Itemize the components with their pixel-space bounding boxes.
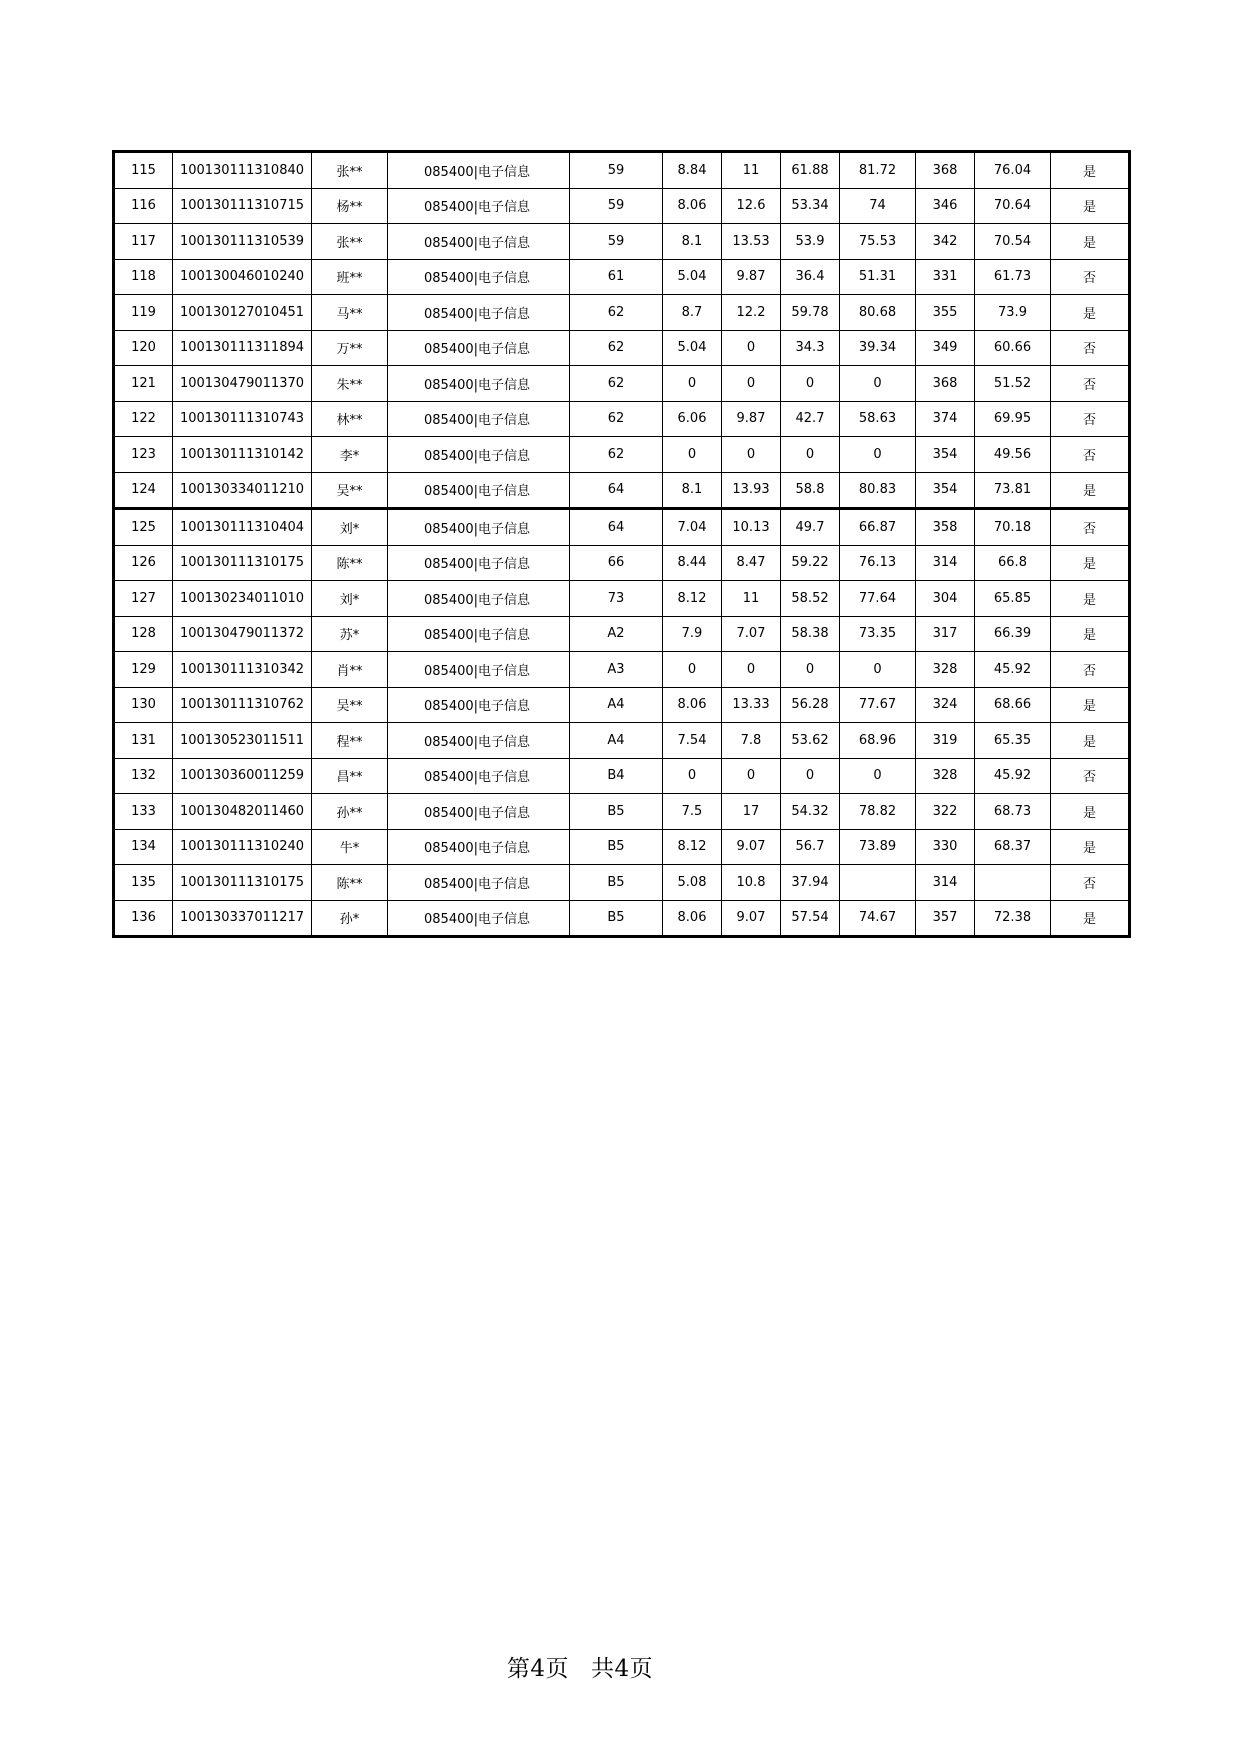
score-b-cell: 13.93 [722, 472, 781, 509]
exam-score-cell: 358 [916, 509, 975, 546]
admitted-flag-cell: 是 [1051, 545, 1130, 581]
admitted-flag-cell: 是 [1051, 829, 1130, 865]
exam-score-cell: 330 [916, 829, 975, 865]
admitted-flag-cell: 是 [1051, 616, 1130, 652]
total-pages-label: 共4页 [591, 1656, 654, 1682]
table-row [114, 794, 1130, 830]
rank-cell: 62 [570, 437, 663, 473]
student-name-cell: 马** [312, 295, 388, 331]
exam-id-cell: 100130111310142 [173, 437, 312, 473]
student-name-cell: 林** [312, 401, 388, 437]
score-a-cell: 7.9 [663, 616, 722, 652]
student-name-cell: 杨** [312, 188, 388, 224]
table-row [114, 616, 1130, 652]
major-cell: 085400|电子信息 [388, 652, 570, 688]
admitted-flag-cell: 是 [1051, 295, 1130, 331]
exam-score-cell: 349 [916, 330, 975, 366]
exam-score-cell: 331 [916, 259, 975, 295]
admitted-flag-cell: 否 [1051, 865, 1130, 901]
major-cell: 085400|电子信息 [388, 865, 570, 901]
score-c-cell: 0 [781, 366, 840, 402]
exam-id-cell: 100130360011259 [173, 758, 312, 794]
table-row [114, 865, 1130, 901]
table-row [114, 259, 1130, 295]
score-a-cell: 7.54 [663, 723, 722, 759]
total-score-cell: 68.37 [975, 829, 1051, 865]
major-cell: 085400|电子信息 [388, 794, 570, 830]
score-c-cell: 58.52 [781, 581, 840, 617]
rank-cell: B5 [570, 865, 663, 901]
admitted-flag-cell: 是 [1051, 224, 1130, 260]
score-a-cell: 6.06 [663, 401, 722, 437]
student-name-cell: 万** [312, 330, 388, 366]
rank-cell: 66 [570, 545, 663, 581]
score-a-cell: 8.06 [663, 687, 722, 723]
admitted-flag-cell: 否 [1051, 652, 1130, 688]
table-row [114, 687, 1130, 723]
exam-id-cell: 100130337011217 [173, 900, 312, 937]
admitted-flag-cell: 是 [1051, 687, 1130, 723]
row-number-cell: 121 [114, 366, 173, 402]
score-c-cell: 37.94 [781, 865, 840, 901]
exam-score-cell: 354 [916, 472, 975, 509]
score-b-cell: 9.87 [722, 401, 781, 437]
admitted-flag-cell: 否 [1051, 401, 1130, 437]
score-b-cell: 8.47 [722, 545, 781, 581]
admitted-flag-cell: 是 [1051, 152, 1130, 189]
score-c-cell: 59.78 [781, 295, 840, 331]
score-b-cell: 12.6 [722, 188, 781, 224]
score-a-cell: 5.08 [663, 865, 722, 901]
score-d-cell: 39.34 [840, 330, 916, 366]
exam-score-cell: 368 [916, 366, 975, 402]
exam-score-cell: 314 [916, 545, 975, 581]
table-row [114, 581, 1130, 617]
table-row [114, 224, 1130, 260]
score-a-cell: 0 [663, 758, 722, 794]
rank-cell: 62 [570, 401, 663, 437]
row-number-cell: 127 [114, 581, 173, 617]
score-d-cell: 0 [840, 437, 916, 473]
rank-cell: 62 [570, 295, 663, 331]
exam-score-cell: 317 [916, 616, 975, 652]
table-row [114, 900, 1130, 937]
major-cell: 085400|电子信息 [388, 188, 570, 224]
exam-score-cell: 328 [916, 758, 975, 794]
exam-id-cell: 100130482011460 [173, 794, 312, 830]
total-score-cell: 65.35 [975, 723, 1051, 759]
major-cell: 085400|电子信息 [388, 330, 570, 366]
admitted-flag-cell: 是 [1051, 723, 1130, 759]
row-number-cell: 117 [114, 224, 173, 260]
exam-score-cell: 322 [916, 794, 975, 830]
exam-score-cell: 355 [916, 295, 975, 331]
admitted-flag-cell: 是 [1051, 581, 1130, 617]
score-a-cell: 8.06 [663, 900, 722, 937]
exam-id-cell: 100130111311894 [173, 330, 312, 366]
major-cell: 085400|电子信息 [388, 295, 570, 331]
rank-cell: 59 [570, 224, 663, 260]
score-b-cell: 7.07 [722, 616, 781, 652]
row-number-cell: 123 [114, 437, 173, 473]
total-score-cell: 68.66 [975, 687, 1051, 723]
exam-score-cell: 324 [916, 687, 975, 723]
exam-id-cell: 100130111310175 [173, 545, 312, 581]
student-name-cell: 苏* [312, 616, 388, 652]
exam-score-cell: 319 [916, 723, 975, 759]
score-a-cell: 8.1 [663, 472, 722, 509]
student-name-cell: 程** [312, 723, 388, 759]
major-cell: 085400|电子信息 [388, 259, 570, 295]
major-cell: 085400|电子信息 [388, 829, 570, 865]
score-c-cell: 36.4 [781, 259, 840, 295]
total-score-cell: 49.56 [975, 437, 1051, 473]
total-score-cell: 73.9 [975, 295, 1051, 331]
score-a-cell: 8.12 [663, 581, 722, 617]
rank-cell: 59 [570, 152, 663, 189]
exam-score-cell: 304 [916, 581, 975, 617]
score-c-cell: 59.22 [781, 545, 840, 581]
student-name-cell: 李* [312, 437, 388, 473]
rank-cell: 62 [570, 330, 663, 366]
exam-score-cell: 328 [916, 652, 975, 688]
rank-cell: A4 [570, 687, 663, 723]
row-number-cell: 133 [114, 794, 173, 830]
exam-score-cell: 314 [916, 865, 975, 901]
score-b-cell: 0 [722, 758, 781, 794]
total-score-cell: 73.81 [975, 472, 1051, 509]
admitted-flag-cell: 否 [1051, 509, 1130, 546]
student-name-cell: 刘* [312, 509, 388, 546]
score-d-cell: 0 [840, 366, 916, 402]
total-score-cell: 61.73 [975, 259, 1051, 295]
exam-id-cell: 100130334011210 [173, 472, 312, 509]
row-number-cell: 118 [114, 259, 173, 295]
student-name-cell: 昌** [312, 758, 388, 794]
score-d-cell: 68.96 [840, 723, 916, 759]
student-name-cell: 班** [312, 259, 388, 295]
student-name-cell: 朱** [312, 366, 388, 402]
table-row [114, 829, 1130, 865]
score-c-cell: 58.38 [781, 616, 840, 652]
exam-id-cell: 100130111310404 [173, 509, 312, 546]
exam-id-cell: 100130234011010 [173, 581, 312, 617]
total-score-cell: 76.04 [975, 152, 1051, 189]
row-number-cell: 119 [114, 295, 173, 331]
table-row [114, 545, 1130, 581]
score-d-cell: 80.83 [840, 472, 916, 509]
score-a-cell: 0 [663, 652, 722, 688]
major-cell: 085400|电子信息 [388, 224, 570, 260]
admitted-flag-cell: 是 [1051, 794, 1130, 830]
row-number-cell: 126 [114, 545, 173, 581]
score-d-cell: 74 [840, 188, 916, 224]
score-b-cell: 13.33 [722, 687, 781, 723]
exam-id-cell: 100130111310342 [173, 652, 312, 688]
exam-score-cell: 354 [916, 437, 975, 473]
student-name-cell: 吴** [312, 687, 388, 723]
admitted-flag-cell: 否 [1051, 259, 1130, 295]
score-d-cell: 51.31 [840, 259, 916, 295]
score-b-cell: 10.8 [722, 865, 781, 901]
score-a-cell: 8.12 [663, 829, 722, 865]
score-d-cell: 0 [840, 652, 916, 688]
row-number-cell: 136 [114, 900, 173, 937]
exam-score-cell: 368 [916, 152, 975, 189]
exam-score-cell: 346 [916, 188, 975, 224]
row-number-cell: 122 [114, 401, 173, 437]
rank-cell: 59 [570, 188, 663, 224]
score-a-cell: 8.7 [663, 295, 722, 331]
score-c-cell: 56.28 [781, 687, 840, 723]
row-number-cell: 135 [114, 865, 173, 901]
rank-cell: A2 [570, 616, 663, 652]
results-table [112, 150, 1131, 938]
total-score-cell [975, 865, 1051, 901]
score-c-cell: 58.8 [781, 472, 840, 509]
score-d-cell: 58.63 [840, 401, 916, 437]
score-d-cell: 0 [840, 758, 916, 794]
total-score-cell: 65.85 [975, 581, 1051, 617]
table-row [114, 401, 1130, 437]
table-row [114, 437, 1130, 473]
student-name-cell: 陈** [312, 865, 388, 901]
score-c-cell: 0 [781, 437, 840, 473]
table-row [114, 758, 1130, 794]
score-b-cell: 0 [722, 652, 781, 688]
major-cell: 085400|电子信息 [388, 545, 570, 581]
score-c-cell: 54.32 [781, 794, 840, 830]
row-number-cell: 115 [114, 152, 173, 189]
major-cell: 085400|电子信息 [388, 581, 570, 617]
exam-id-cell: 100130523011511 [173, 723, 312, 759]
score-a-cell: 0 [663, 437, 722, 473]
total-score-cell: 70.18 [975, 509, 1051, 546]
row-number-cell: 124 [114, 472, 173, 509]
score-c-cell: 56.7 [781, 829, 840, 865]
score-d-cell: 74.67 [840, 900, 916, 937]
score-a-cell: 7.5 [663, 794, 722, 830]
score-d-cell: 73.35 [840, 616, 916, 652]
row-number-cell: 125 [114, 509, 173, 546]
table-row [114, 723, 1130, 759]
score-c-cell: 34.3 [781, 330, 840, 366]
student-name-cell: 牛* [312, 829, 388, 865]
exam-id-cell: 100130111310715 [173, 188, 312, 224]
score-d-cell: 78.82 [840, 794, 916, 830]
rank-cell: B5 [570, 794, 663, 830]
score-a-cell: 0 [663, 366, 722, 402]
exam-id-cell: 100130111310539 [173, 224, 312, 260]
major-cell: 085400|电子信息 [388, 152, 570, 189]
score-d-cell: 77.67 [840, 687, 916, 723]
total-score-cell: 70.64 [975, 188, 1051, 224]
score-b-cell: 0 [722, 330, 781, 366]
table-row [114, 509, 1130, 546]
major-cell: 085400|电子信息 [388, 723, 570, 759]
student-name-cell: 张** [312, 224, 388, 260]
table-body [114, 152, 1130, 937]
score-a-cell: 8.84 [663, 152, 722, 189]
total-score-cell: 66.8 [975, 545, 1051, 581]
exam-score-cell: 357 [916, 900, 975, 937]
major-cell: 085400|电子信息 [388, 616, 570, 652]
rank-cell: 64 [570, 472, 663, 509]
admitted-flag-cell: 否 [1051, 330, 1130, 366]
admitted-flag-cell: 否 [1051, 366, 1130, 402]
score-a-cell: 8.06 [663, 188, 722, 224]
score-c-cell: 0 [781, 758, 840, 794]
rank-cell: B4 [570, 758, 663, 794]
student-name-cell: 陈** [312, 545, 388, 581]
score-b-cell: 12.2 [722, 295, 781, 331]
score-c-cell: 42.7 [781, 401, 840, 437]
table-row [114, 472, 1130, 509]
student-name-cell: 刘* [312, 581, 388, 617]
score-c-cell: 53.9 [781, 224, 840, 260]
major-cell: 085400|电子信息 [388, 437, 570, 473]
major-cell: 085400|电子信息 [388, 900, 570, 937]
total-score-cell: 66.39 [975, 616, 1051, 652]
exam-id-cell: 100130111310743 [173, 401, 312, 437]
exam-id-cell: 100130127010451 [173, 295, 312, 331]
score-c-cell: 0 [781, 652, 840, 688]
major-cell: 085400|电子信息 [388, 687, 570, 723]
score-d-cell [840, 865, 916, 901]
row-number-cell: 134 [114, 829, 173, 865]
row-number-cell: 120 [114, 330, 173, 366]
score-a-cell: 8.1 [663, 224, 722, 260]
student-name-cell: 吴** [312, 472, 388, 509]
total-score-cell: 69.95 [975, 401, 1051, 437]
score-c-cell: 53.62 [781, 723, 840, 759]
score-c-cell: 57.54 [781, 900, 840, 937]
table-row [114, 295, 1130, 331]
exam-id-cell: 100130479011370 [173, 366, 312, 402]
score-b-cell: 17 [722, 794, 781, 830]
rank-cell: 62 [570, 366, 663, 402]
exam-id-cell: 100130111310240 [173, 829, 312, 865]
score-b-cell: 9.07 [722, 829, 781, 865]
total-score-cell: 45.92 [975, 758, 1051, 794]
score-c-cell: 61.88 [781, 152, 840, 189]
table-row [114, 652, 1130, 688]
exam-score-cell: 374 [916, 401, 975, 437]
score-d-cell: 73.89 [840, 829, 916, 865]
total-score-cell: 68.73 [975, 794, 1051, 830]
score-a-cell: 8.44 [663, 545, 722, 581]
exam-id-cell: 100130479011372 [173, 616, 312, 652]
score-d-cell: 80.68 [840, 295, 916, 331]
row-number-cell: 128 [114, 616, 173, 652]
row-number-cell: 130 [114, 687, 173, 723]
row-number-cell: 132 [114, 758, 173, 794]
rank-cell: A3 [570, 652, 663, 688]
score-d-cell: 66.87 [840, 509, 916, 546]
admitted-flag-cell: 否 [1051, 437, 1130, 473]
total-score-cell: 72.38 [975, 900, 1051, 937]
score-a-cell: 7.04 [663, 509, 722, 546]
score-b-cell: 10.13 [722, 509, 781, 546]
score-b-cell: 0 [722, 366, 781, 402]
score-b-cell: 9.07 [722, 900, 781, 937]
score-c-cell: 53.34 [781, 188, 840, 224]
score-c-cell: 49.7 [781, 509, 840, 546]
score-a-cell: 5.04 [663, 330, 722, 366]
exam-id-cell: 100130111310175 [173, 865, 312, 901]
score-d-cell: 81.72 [840, 152, 916, 189]
row-number-cell: 131 [114, 723, 173, 759]
score-d-cell: 76.13 [840, 545, 916, 581]
major-cell: 085400|电子信息 [388, 366, 570, 402]
admitted-flag-cell: 是 [1051, 900, 1130, 937]
rank-cell: 64 [570, 509, 663, 546]
rank-cell: 61 [570, 259, 663, 295]
score-b-cell: 11 [722, 152, 781, 189]
current-page-label: 第4页 [506, 1656, 569, 1682]
score-a-cell: 5.04 [663, 259, 722, 295]
rank-cell: B5 [570, 829, 663, 865]
rank-cell: A4 [570, 723, 663, 759]
total-score-cell: 60.66 [975, 330, 1051, 366]
page-footer [0, 1650, 1160, 1683]
row-number-cell: 129 [114, 652, 173, 688]
exam-score-cell: 342 [916, 224, 975, 260]
rank-cell: B5 [570, 900, 663, 937]
score-d-cell: 77.64 [840, 581, 916, 617]
student-name-cell: 张** [312, 152, 388, 189]
major-cell: 085400|电子信息 [388, 509, 570, 546]
admitted-flag-cell: 是 [1051, 472, 1130, 509]
major-cell: 085400|电子信息 [388, 758, 570, 794]
student-name-cell: 孙* [312, 900, 388, 937]
total-score-cell: 70.54 [975, 224, 1051, 260]
admitted-flag-cell: 是 [1051, 188, 1130, 224]
exam-id-cell: 100130111310762 [173, 687, 312, 723]
score-b-cell: 13.53 [722, 224, 781, 260]
table-row [114, 188, 1130, 224]
table-row [114, 366, 1130, 402]
student-name-cell: 孙** [312, 794, 388, 830]
exam-id-cell: 100130046010240 [173, 259, 312, 295]
score-d-cell: 75.53 [840, 224, 916, 260]
major-cell: 085400|电子信息 [388, 472, 570, 509]
score-b-cell: 7.8 [722, 723, 781, 759]
row-number-cell: 116 [114, 188, 173, 224]
total-score-cell: 51.52 [975, 366, 1051, 402]
exam-id-cell: 100130111310840 [173, 152, 312, 189]
score-b-cell: 9.87 [722, 259, 781, 295]
table-row [114, 152, 1130, 189]
major-cell: 085400|电子信息 [388, 401, 570, 437]
score-b-cell: 11 [722, 581, 781, 617]
rank-cell: 73 [570, 581, 663, 617]
student-name-cell: 肖** [312, 652, 388, 688]
admitted-flag-cell: 否 [1051, 758, 1130, 794]
score-b-cell: 0 [722, 437, 781, 473]
table-row [114, 330, 1130, 366]
total-score-cell: 45.92 [975, 652, 1051, 688]
